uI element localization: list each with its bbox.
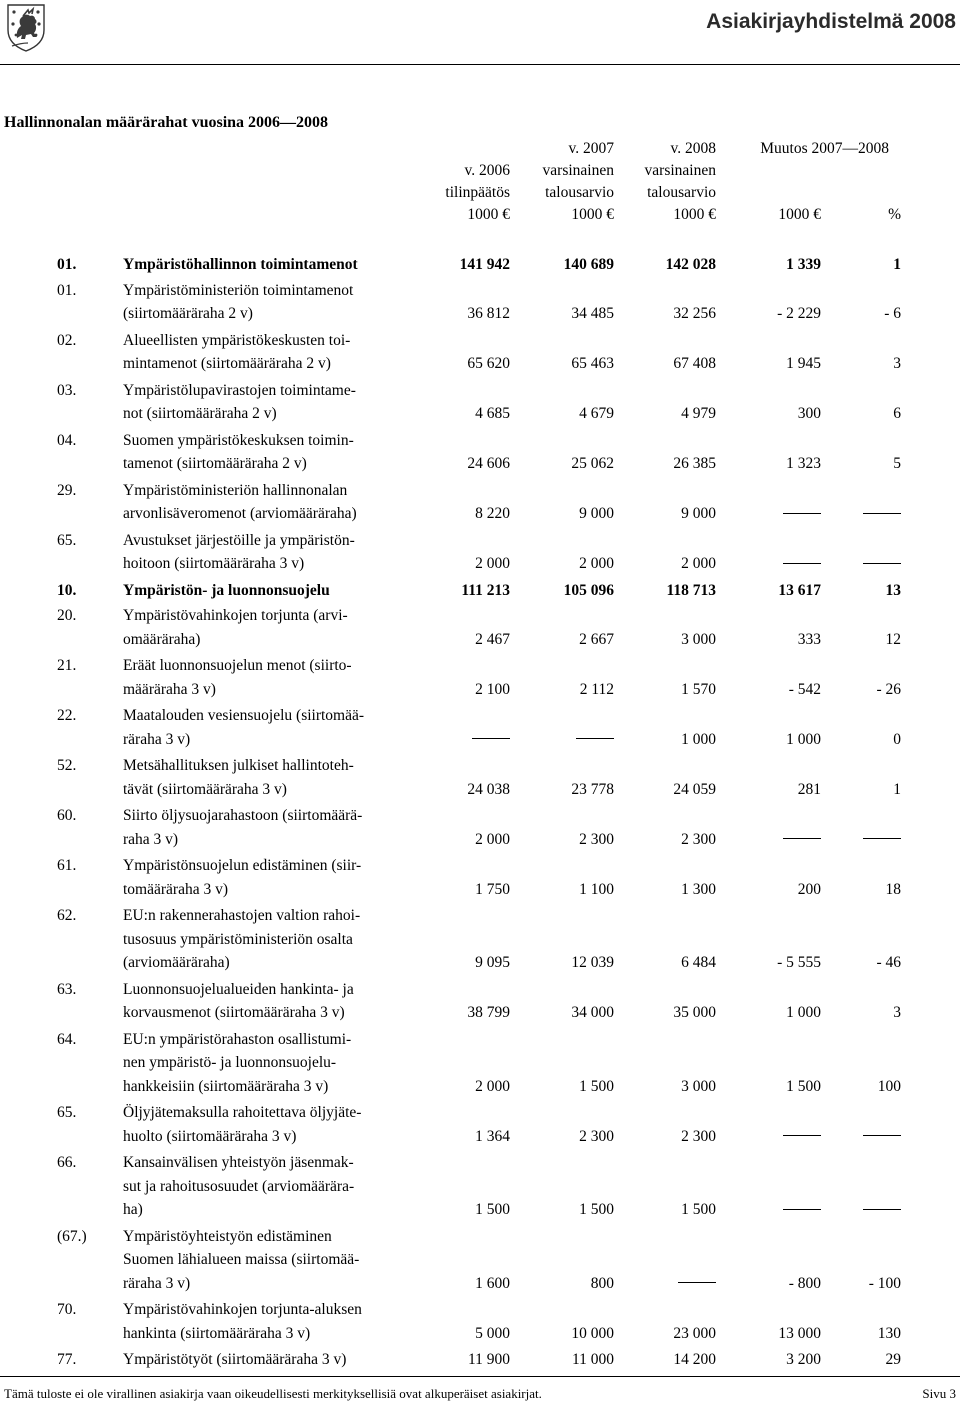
value-c3: 67 408 (673, 355, 716, 372)
value-c2: 105 096 (563, 581, 614, 599)
table-row (0, 482, 960, 529)
value-c5: 3 (893, 1004, 901, 1021)
value-c4 (783, 555, 821, 573)
empty-value-dash (863, 563, 901, 564)
footer-disclaimer: Tämä tuloste ei ole virallinen asiakirja vaan oikeudellisesti merkityksellisiä ovat alkuperäiset asiakirjat. (4, 1386, 542, 1401)
value-c3: 2 300 (681, 830, 716, 848)
empty-value-dash (472, 738, 510, 739)
description-line: Ympäristöministeriön toimintamenot (123, 281, 354, 299)
value-c4: 13 617 (778, 581, 821, 599)
item-number: 61. (57, 857, 77, 874)
value-c1: 141 942 (459, 256, 510, 273)
column-header-2006: v. 2006 tilinpäätös 1000 € (445, 162, 510, 223)
item-number: 70. (57, 1301, 77, 1318)
description-line: hoitoon (siirtomääräraha 3 v) (123, 555, 305, 572)
table-row (0, 1154, 960, 1225)
document-title: Asiakirjayhdistelmä 2008 (706, 10, 956, 33)
value-c5: 130 (877, 1324, 901, 1342)
value-c2: 23 778 (571, 780, 614, 798)
column-header-2008: v. 2008 varsinainen talousarvio 1000 € (644, 140, 716, 223)
table-row (0, 707, 960, 754)
value-c4: 300 (797, 405, 821, 422)
description-line: Ympäristövahinkojen torjunta (arvi- (123, 607, 348, 624)
value-c5: 5 (893, 455, 901, 472)
value-c1: 2 100 (475, 680, 510, 698)
value-c1: 24 038 (467, 780, 510, 798)
table-row (0, 432, 960, 479)
value-c3 (678, 1275, 716, 1293)
table-row (0, 607, 960, 654)
item-number: 04. (57, 431, 77, 449)
item-number: 64. (57, 1030, 77, 1048)
item-number: 65. (57, 1104, 77, 1121)
value-c2: 12 039 (571, 954, 614, 971)
value-c4: 1 339 (786, 256, 821, 273)
description-line: (arviomääräraha) (123, 954, 230, 971)
description-line: Alueellisten ympäristökeskusten toi- (123, 331, 351, 349)
value-c5: 13 (885, 581, 901, 599)
description-line: Luonnonsuojelualueiden hankinta- ja (123, 980, 354, 998)
table-row (0, 657, 960, 704)
item-number: 03. (57, 381, 77, 399)
section-title: Hallinnonalan määrärahat vuosina 2006—2008 (4, 114, 329, 131)
description-line: EU:n rakennerahastojen valtion rahoi- (123, 907, 361, 924)
item-number: 65. (57, 531, 77, 549)
description-line: Metsähallituksen julkiset hallintoteh- (123, 757, 354, 774)
value-c4: 1 000 (786, 730, 821, 748)
value-c1: 36 812 (467, 305, 510, 322)
value-c2: 11 000 (571, 1351, 614, 1368)
value-c1: 2 467 (475, 630, 510, 648)
value-c2: 4 679 (579, 405, 614, 422)
value-c5: 6 (893, 405, 901, 422)
column-header-change-amount: 1000 € (778, 206, 821, 223)
description-line: Avustukset järjestöille ja ympäristön- (123, 531, 355, 549)
value-c5 (863, 1201, 901, 1219)
item-number: 77. (57, 1351, 77, 1368)
value-c5 (863, 1128, 901, 1146)
table-row (0, 807, 960, 854)
table-row (0, 907, 960, 978)
value-c3: 26 385 (673, 455, 716, 472)
description-line: Ympäristönsuojelun edistäminen (siir- (123, 857, 362, 874)
value-c5: 1 (893, 780, 901, 798)
item-number: 62. (57, 907, 77, 924)
description-line: Ympäristövahinkojen torjunta-aluksen (123, 1301, 362, 1318)
value-c3: 9 000 (681, 505, 716, 522)
empty-value-dash (863, 1135, 901, 1136)
value-c3: 4 979 (681, 405, 716, 422)
table-row (0, 382, 960, 429)
description-line: Ympäristöyhteistyön edistäminen (123, 1227, 332, 1245)
description-line: Ympäristötyöt (siirtomääräraha 3 v) (123, 1351, 347, 1368)
main-title-row (0, 582, 960, 606)
value-c4 (783, 831, 821, 849)
value-c5: - 6 (884, 305, 901, 322)
value-c2: 25 062 (571, 455, 614, 472)
description-line: nen ympäristö- ja luonnonsuojelu- (123, 1054, 337, 1071)
value-c4: 1 945 (786, 355, 821, 372)
value-c3: 1 500 (681, 1201, 716, 1218)
value-c1: 2 000 (475, 555, 510, 572)
description-line: mintamenot (siirtomääräraha 2 v) (123, 355, 331, 372)
value-c3: 1 570 (681, 680, 716, 698)
value-c3: 1 300 (681, 880, 716, 898)
value-c4: 333 (797, 630, 821, 648)
column-header-2007: v. 2007 varsinainen talousarvio 1000 € (542, 140, 614, 223)
description-line: raha 3 v) (123, 830, 179, 848)
value-c5: 0 (893, 730, 901, 748)
value-c4: 281 (797, 780, 821, 798)
description-line: hankkeisiin (siirtomääräraha 3 v) (123, 1077, 329, 1095)
empty-value-dash (863, 1209, 901, 1210)
item-number: 52. (57, 757, 77, 774)
description-line: Ympäristön- ja luonnonsuojelu (123, 581, 330, 599)
description-line: arvonlisäveromenot (arviomääräraha) (123, 505, 357, 522)
table-row (0, 1228, 960, 1299)
value-c2: 1 100 (579, 880, 614, 898)
value-c4 (783, 1128, 821, 1146)
table-row (0, 282, 960, 329)
empty-value-dash (783, 1209, 821, 1210)
description-line: Eräät luonnonsuojelun menot (siirto- (123, 657, 352, 674)
empty-value-dash (863, 513, 901, 514)
description-line: korvausmenot (siirtomääräraha 3 v) (123, 1004, 345, 1021)
table-row (0, 1104, 960, 1151)
value-c1: 24 606 (467, 455, 510, 472)
value-c2: 2 300 (579, 830, 614, 848)
value-c5 (863, 555, 901, 573)
description-line: Ympäristöhallinnon toimintamenot (123, 256, 358, 273)
value-c1: 1 600 (475, 1274, 510, 1292)
description-line: Öljyjätemaksulla rahoitettava öljyjäte- (123, 1104, 362, 1121)
item-number: 01. (57, 281, 77, 299)
table-row (0, 1301, 960, 1348)
table-row (0, 532, 960, 579)
value-c3: 6 484 (681, 954, 716, 971)
value-c3: 142 028 (665, 256, 716, 273)
item-number: 29. (57, 481, 77, 499)
description-line: huolto (siirtomääräraha 3 v) (123, 1127, 297, 1145)
value-c2: 34 485 (571, 305, 614, 322)
description-line: Ympäristöministeriön hallinnonalan (123, 481, 348, 499)
item-number: 20. (57, 607, 77, 624)
value-c4 (783, 1201, 821, 1219)
value-c4: 13 000 (778, 1324, 821, 1342)
description-line: Suomen ympäristökeskuksen toimin- (123, 431, 354, 449)
value-c4: 3 200 (786, 1351, 821, 1368)
value-c2: 1 500 (579, 1077, 614, 1095)
description-line: ha) (123, 1201, 143, 1218)
value-c3: 24 059 (673, 780, 716, 798)
item-number: (67.) (57, 1227, 87, 1245)
description-line: tamenot (siirtomääräraha 2 v) (123, 455, 307, 472)
value-c1: 8 220 (475, 505, 510, 522)
description-line: Maatalouden vesiensuojelu (siirtomää- (123, 707, 365, 724)
value-c1: 1 500 (475, 1201, 510, 1218)
item-number: 02. (57, 331, 77, 349)
value-c1: 38 799 (467, 1004, 510, 1021)
value-c3: 3 000 (681, 630, 716, 648)
value-c5: 29 (885, 1351, 901, 1368)
value-c2: 1 500 (579, 1201, 614, 1218)
item-number: 01. (57, 256, 77, 273)
value-c4: - 5 555 (777, 954, 821, 971)
value-c5: 18 (885, 880, 901, 898)
description-line: sut ja rahoitusosuudet (arviomäärära- (123, 1177, 355, 1195)
value-c3: 35 000 (673, 1004, 716, 1021)
item-number: 60. (57, 807, 77, 824)
empty-value-dash (863, 838, 901, 839)
value-c2: 65 463 (571, 355, 614, 372)
page-number: Sivu 3 (922, 1386, 956, 1401)
value-c1: 4 685 (475, 405, 510, 422)
table-row (0, 332, 960, 379)
value-c5: 1 (893, 256, 901, 273)
table-row (0, 1031, 960, 1102)
description-line: tävät (siirtomääräraha 3 v) (123, 780, 287, 798)
value-c1: 2 000 (475, 1077, 510, 1095)
value-c2: 34 000 (571, 1004, 614, 1021)
value-c3: 2 300 (681, 1127, 716, 1145)
description-line: Siirto öljysuojarahastoon (siirtomäärä- (123, 807, 363, 824)
description-line: Ympäristölupavirastojen toimintame- (123, 381, 356, 399)
value-c5: 100 (877, 1077, 901, 1095)
value-c5: 12 (885, 630, 901, 648)
empty-value-dash (576, 738, 614, 739)
value-c2 (576, 731, 614, 749)
item-number: 22. (57, 707, 77, 724)
value-c2: 2 000 (579, 555, 614, 572)
description-line: tomääräraha 3 v) (123, 880, 228, 898)
value-c5: - 100 (868, 1274, 901, 1292)
value-c1: 1 750 (475, 880, 510, 898)
value-c5: - 26 (876, 680, 901, 698)
value-c1: 65 620 (467, 355, 510, 372)
value-c3: 23 000 (673, 1324, 716, 1342)
column-header-change-percent: % (888, 206, 901, 223)
table-row (0, 757, 960, 804)
description-line: räraha 3 v) (123, 1274, 191, 1292)
footer-divider (0, 1376, 960, 1377)
item-number: 10. (57, 581, 77, 599)
description-line: hankinta (siirtomääräraha 3 v) (123, 1324, 311, 1342)
empty-value-dash (678, 1282, 716, 1283)
value-c5 (863, 831, 901, 849)
empty-value-dash (783, 563, 821, 564)
table-row (0, 1351, 960, 1375)
column-header-change-group: Muutos 2007—2008 (760, 140, 889, 157)
value-c1: 11 900 (467, 1351, 510, 1368)
table-row (0, 857, 960, 904)
value-c3: 32 256 (673, 305, 716, 322)
description-line: EU:n ympäristörahaston osallistumi- (123, 1030, 352, 1048)
empty-value-dash (783, 838, 821, 839)
value-c1: 1 364 (475, 1127, 510, 1145)
value-c1 (472, 731, 510, 749)
description-line: (siirtomääräraha 2 v) (123, 305, 253, 322)
item-number: 66. (57, 1154, 77, 1171)
item-number: 63. (57, 980, 77, 998)
description-line: tusosuus ympäristöministeriön osalta (123, 930, 353, 948)
value-c2: 2 300 (579, 1127, 614, 1145)
value-c1: 2 000 (475, 830, 510, 848)
description-line: Kansainvälisen yhteistyön jäsenmak- (123, 1154, 354, 1171)
value-c4: - 800 (788, 1274, 821, 1292)
value-c4: 1 000 (786, 1004, 821, 1021)
empty-value-dash (783, 1135, 821, 1136)
value-c3: 14 200 (673, 1351, 716, 1368)
main-title-row (0, 256, 960, 280)
description-line: not (siirtomääräraha 2 v) (123, 405, 277, 422)
value-c2: 800 (590, 1274, 614, 1292)
value-c1: 5 000 (475, 1324, 510, 1342)
value-c3: 118 713 (666, 581, 716, 599)
description-line: Suomen lähialueen maissa (siirtomää- (123, 1251, 360, 1268)
value-c4: 1 500 (786, 1077, 821, 1095)
value-c5 (863, 505, 901, 523)
value-c2: 9 000 (579, 505, 614, 522)
value-c2: 2 667 (579, 630, 614, 648)
value-c4 (783, 505, 821, 523)
value-c2: 2 112 (579, 680, 614, 698)
empty-value-dash (783, 513, 821, 514)
description-line: räraha 3 v) (123, 730, 191, 748)
table-row (0, 981, 960, 1028)
value-c3: 2 000 (681, 555, 716, 572)
value-c5: 3 (893, 355, 901, 372)
value-c2: 10 000 (571, 1324, 614, 1342)
value-c3: 1 000 (681, 730, 716, 748)
value-c5: - 46 (876, 954, 901, 971)
value-c3: 3 000 (681, 1077, 716, 1095)
value-c4: - 2 229 (777, 305, 821, 322)
value-c4: 1 323 (786, 455, 821, 472)
description-line: omääräraha) (123, 630, 201, 648)
value-c2: 140 689 (563, 256, 614, 273)
value-c1: 9 095 (475, 954, 510, 971)
value-c4: - 542 (788, 680, 821, 698)
description-line: määräraha 3 v) (123, 680, 216, 698)
value-c4: 200 (797, 880, 821, 898)
item-number: 21. (57, 657, 77, 674)
value-c1: 111 213 (461, 581, 510, 599)
